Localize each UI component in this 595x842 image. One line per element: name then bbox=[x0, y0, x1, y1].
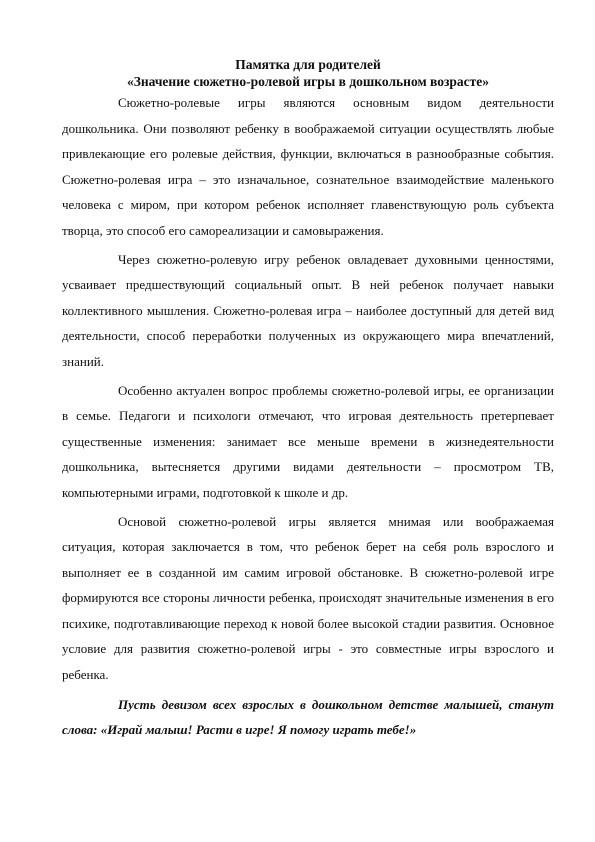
title-line-2: «Значение сюжетно-ролевой игры в дошкольном возрасте» bbox=[126, 74, 490, 89]
document-body bbox=[62, 56, 554, 742]
paragraph-3: Особенно актуален вопрос проблемы сюжетно-ролевой игры, ее организации в семье. Педагоги и психологи отмечают, что игровая деятельность претерпевает существенные изменения: занимает все меньше времени в жизнедеятельности дошкольника, вытесняется другими видами деятельности – просмотром ТВ, компьютерными играми, подготовкой к школе и др. bbox=[62, 382, 554, 500]
paragraph-2: Через сюжетно-ролевую игру ребенок овладевает духовными ценностями, усваивает предшествующий социальный опыт. В ней ребенок получает навыки коллективного мышления. Сюжетно-ролевая игра – наиболее доступный для детей вид деятельности, способ переработки полученных из окружающего мира впечатлений, знаний. bbox=[62, 251, 554, 369]
paragraph-4: Основой сюжетно-ролевой игры является мнимая или воображаемая ситуация, которая заключается в том, что ребенок берет на себя роль взрослого и выполняет ее в созданной им самим игровой обстановке. В сюжетно-ролевой игре формируются все стороны личности ребенка, происходят значительные изменения в его психике, подготавливающие переход к новой более высокой стадии развития. Основное условие для развития сюжетно-ролевой игры - это совместные игры взрослого и ребенка. bbox=[62, 513, 554, 683]
motto: Пусть девизом всех взрослых в дошкольном детстве малышей, станут слова: «Играй малыш! Расти в игре! Я помогу играть тебе!» bbox=[62, 696, 554, 737]
paragraph-1: Сюжетно-ролевые игры являются основным видом деятельности дошкольника. Они позволяют ребенку в воображаемой ситуации осуществлять любые привлекающие его ролевые действия, функции, включаться в разнообразные события. Сюжетно-ролевая игра – это изначальное, сознательное взаимодействие маленького человека с миром, при котором ребенок исполняет главенствующую роль субъекта творца, это способ его самореализации и самовыражения. bbox=[62, 95, 554, 238]
title-line-1: Памятка для родителей bbox=[235, 57, 381, 72]
